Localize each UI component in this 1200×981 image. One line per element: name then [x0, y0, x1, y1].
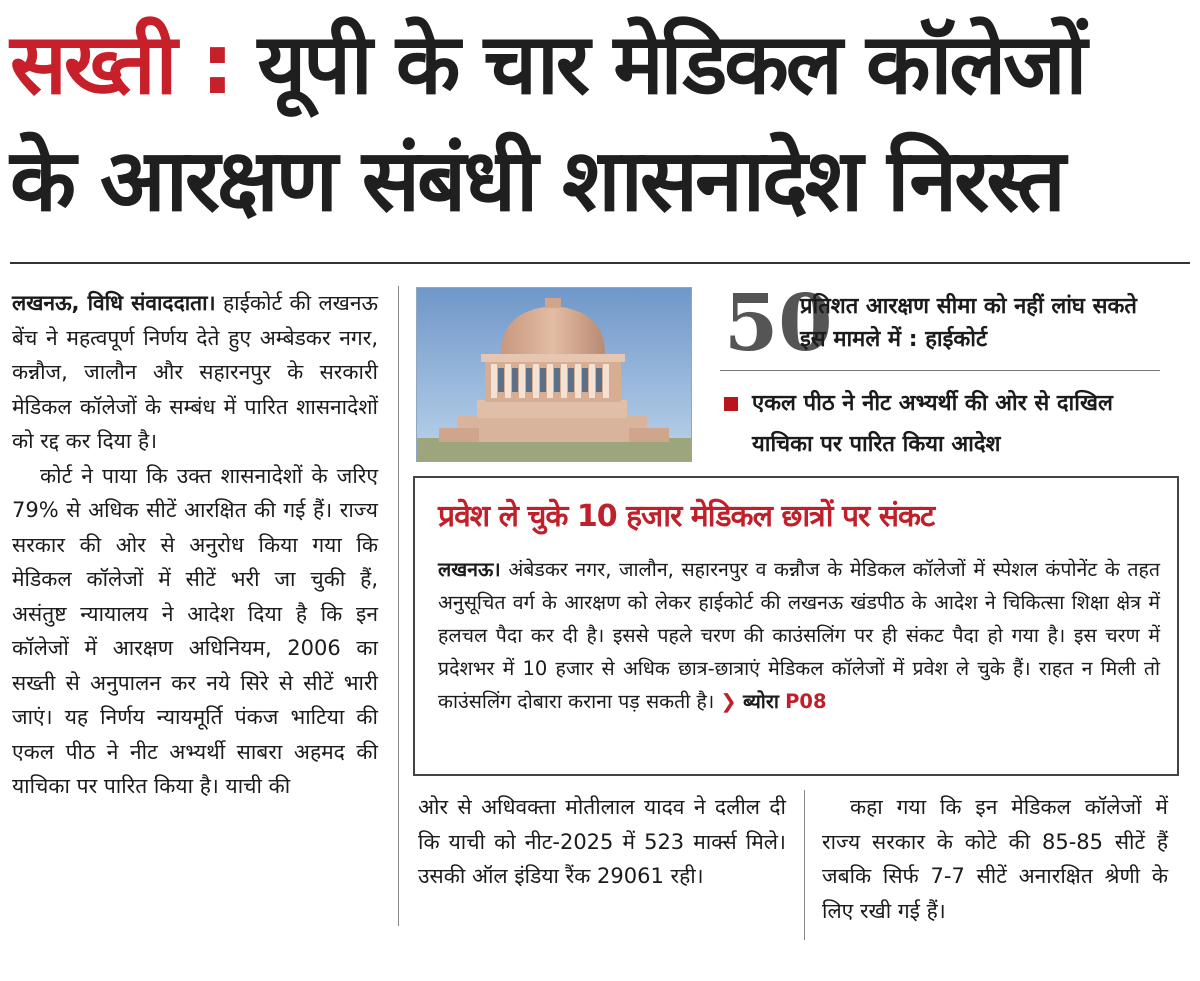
bullet-square-icon [724, 397, 738, 411]
left-para-1-text: हाईकोर्ट की लखनऊ बेंच ने महत्वपूर्ण निर्णय देते हुए अम्बेडकर नगर, कन्नौज, जालौन और सहारनपुर के सरकारी मेडिकल कॉलेजों के सम्बंध में पारित शासनादेशों को रद्द कर दिया है। [12, 291, 379, 453]
boxed-story-top-rule [413, 476, 1177, 478]
left-para-2: कोर्ट ने पाया कि उक्त शासनादेशों के जरिए 79% से अधिक सीटें आरक्षित की गई हैं। राज्य सरकार की ओर से अनुरोध किया गया कि मेडिकल कॉलेजों में सीटें भरी जा चुकी हैं, असंतुष्ट न्यायालय ने आदेश दिया है कि इन कॉलेजों में आरक्षण अधिनियम, 2006 का सख्ती से अनुपालन कर नये सिरे से सीटें भारी जाएं। यह निर्णय न्यायमूर्ति पंकज भाटिया की एकल पीठ ने नीट अभ्यर्थी साबरा अहमद की याचिका पर पारित किया है। याची की [12, 463, 378, 798]
headline-line-1 [10, 15, 1085, 113]
court-building-photo [416, 287, 692, 462]
column-divider-left [398, 286, 399, 926]
right-column [822, 790, 1168, 928]
chevron-right-icon: ❯ [720, 690, 737, 713]
right-column-text: कहा गया कि इन मेडिकल कॉलेजों में राज्य सरकार के कोटे की 85-85 सीटें हैं जबकि सिर्फ 7-7 सीटें अनारक्षित श्रेणी के लिए रखी गई हैं। [822, 795, 1168, 923]
bullet-text: एकल पीठ ने नीट अभ्यर्थी की ओर से दाखिल याचिका पर पारित किया आदेश [752, 391, 1113, 457]
headline-kicker: सख्ती : [10, 15, 232, 113]
headline-main-1: यूपी के चार मेडिकल कॉलेजों [257, 15, 1085, 113]
pull-quote-number: 50 [724, 278, 833, 369]
pull-quote-text: प्रतिशत आरक्षण सीमा को नहीं लांघ सकते इस मामले में : हाईकोर्ट [800, 294, 1137, 352]
column-divider-right [804, 790, 805, 940]
headline-line-2: के आरक्षण संबंधी शासनादेश निरस्त [10, 131, 1063, 231]
boxed-story-body [438, 553, 1160, 718]
boxed-story-ref-page: P08 [785, 690, 827, 713]
left-column [12, 286, 378, 804]
boxed-story-ref-label: ब्योरा [742, 690, 779, 713]
pull-quote-rule [720, 370, 1160, 371]
left-para-1 [12, 286, 378, 459]
middle-column [418, 790, 786, 894]
left-dateline: लखनऊ, विधि संवाददाता। [12, 291, 216, 315]
boxed-story-title: प्रवेश ले चुके 10 हजार मेडिकल छात्रों पर संकट [438, 499, 935, 534]
headline-rule [10, 262, 1190, 264]
boxed-story-dateline: लखनऊ। [438, 558, 501, 581]
boxed-story-text: अंबेडकर नगर, जालौन, सहारनपुर व कन्नौज के मेडिकल कॉलेजों में स्पेशल कंपोनेंट के तहत अनुसूचित वर्ग के आरक्षण को लेकर हाईकोर्ट की लखनऊ खंडपीठ के आदेश ने चिकित्सा शिक्षा क्षेत्र में हलचल पैदा कर दी है। इससे पहले चरण की काउंसलिंग पर ही संकट पैदा हो गया है। इस चरण में प्रदेशभर में 10 हजार से अधिक छात्र-छात्राएं मेडिकल कॉलेजों में प्रवेश ले चुके हैं। राहत न मिली तो काउंसलिंग दोबारा कराना पड़ सकती है। [438, 558, 1161, 713]
middle-column-text: ओर से अधिवक्ता मोतीलाल यादव ने दलील दी कि याची को नीट-2025 में 523 मार्क्स मिले। उसकी ऑल इंडिया रैंक 29061 रही। [418, 795, 786, 888]
